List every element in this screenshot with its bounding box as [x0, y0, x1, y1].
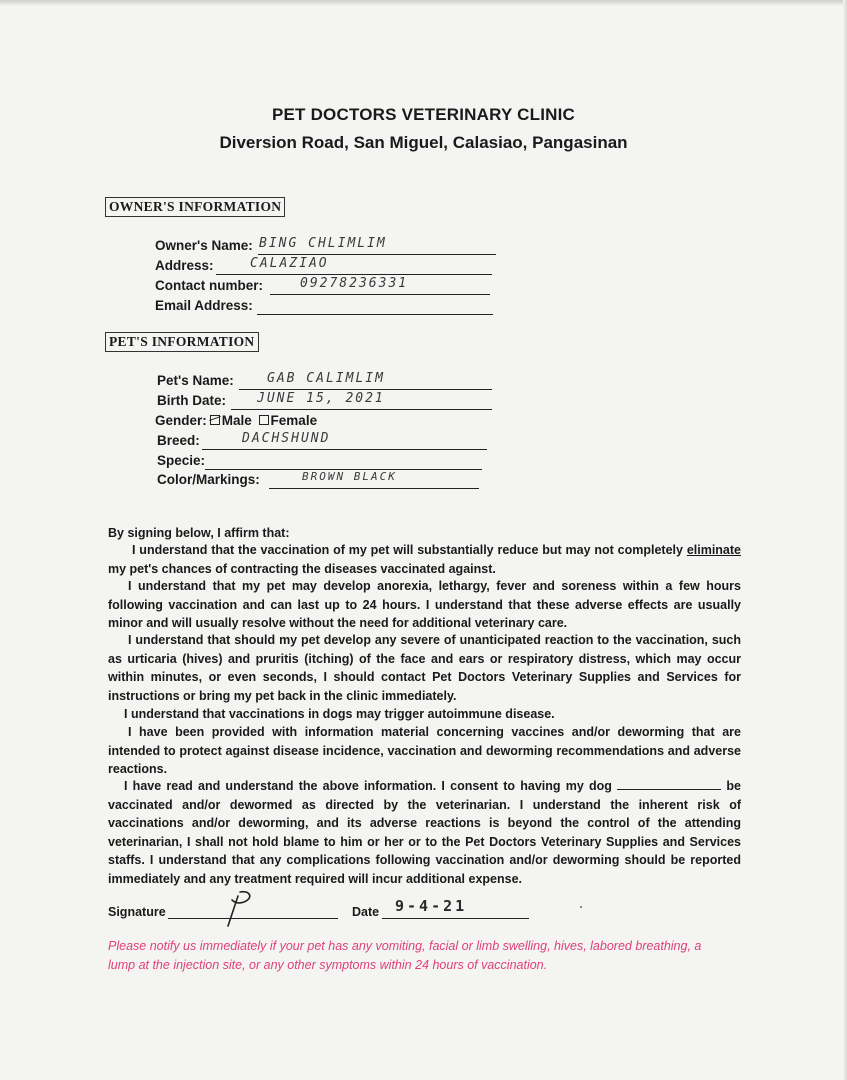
pet-birthdate-value[interactable]: JUNE 15, 2021	[257, 391, 385, 406]
owner-address-line	[216, 274, 492, 275]
consent-p6-lead: I have read and understand the above information. I consent to having my dog	[124, 779, 612, 793]
owner-section-title: OWNER'S INFORMATION	[105, 197, 285, 217]
consent-paragraph-6	[108, 777, 741, 888]
signature-label: Signature	[108, 905, 166, 919]
owner-address-value[interactable]: CALAZIAO	[250, 256, 329, 271]
pet-birthdate-row	[157, 393, 497, 413]
clinic-name: PET DOCTORS VETERINARY CLINIC	[271, 105, 576, 124]
gender-label: Gender:	[155, 413, 207, 428]
consent-intro: By signing below, I affirm that:	[108, 526, 290, 540]
date-label: Date	[352, 905, 380, 919]
scan-edge-right	[843, 0, 847, 1080]
pet-color-row	[157, 472, 487, 492]
owner-name-row	[155, 238, 500, 258]
consent-paragraph-4: I understand that vaccinations in dogs may trigger autoimmune disease.	[124, 707, 555, 721]
consent-p1-underlined: eliminate	[686, 543, 741, 557]
pet-breed-value[interactable]: DACHSHUND	[242, 431, 331, 446]
owner-email-label: Email Address:	[155, 298, 253, 313]
owner-contact-value[interactable]: 09278236331	[300, 276, 409, 291]
pet-color-label: Color/Markings:	[157, 472, 260, 487]
owner-name-line	[258, 254, 496, 255]
pet-breed-label: Breed:	[157, 433, 200, 448]
consent-p1-lead: I understand that the vaccination of my pet will substantially reduce but may not completely	[132, 543, 683, 557]
consent-p1-rest: my pet's chances of contracting the diseases vaccinated against.	[108, 561, 496, 576]
clinic-address: Diversion Road, San Miguel, Calasiao, Pangasinan	[219, 133, 628, 152]
pet-color-line	[269, 488, 479, 489]
owner-name-label: Owner's Name:	[155, 238, 253, 253]
pet-breed-line	[202, 449, 487, 450]
gender-male-label: Male	[221, 413, 252, 428]
pet-birthdate-label: Birth Date:	[157, 393, 227, 408]
consent-paragraph-2: I understand that my pet may develop anorexia, lethargy, fever and soreness within a few hours following vaccination and can last up to 24 hours. I understand that these adverse effects are usually minor and will usually resolve without the need for additional veterinary care.	[108, 579, 741, 630]
owner-email-row	[155, 298, 500, 318]
scan-speck	[580, 906, 582, 908]
owner-contact-label: Contact number:	[155, 278, 263, 293]
pet-gender-row	[155, 413, 317, 428]
aftercare-notice: Please notify us immediately if your pet has any vomiting, facial or limb swelling, hives, labored breathing, a lump at the injection site, or any other symptoms within 24 hours of vaccination.	[108, 939, 702, 972]
pet-name-line	[239, 389, 492, 390]
consent-paragraph-3: I understand that should my pet develop any severe of unanticipated reaction to the vaccination, such as urticaria (hives) and pruritis (itching) of the face and ears or respiratory distress, which may occur within minutes, or even seconds, I should contact Pet Doctors Veterinary Supplies and Services for instructions or bring my pet back in the clinic immediately.	[108, 633, 741, 703]
dog-name-blank[interactable]	[617, 778, 721, 790]
handwritten-signature-mark	[210, 888, 270, 928]
consent-paragraph-1	[108, 541, 741, 578]
owner-contact-line	[270, 294, 490, 295]
gender-female-label: Female	[270, 413, 318, 428]
gender-female-checkbox[interactable]	[259, 415, 269, 425]
date-value: 9-4-21	[395, 897, 468, 915]
pet-section-title: PET'S INFORMATION	[105, 332, 259, 352]
consent-p6-rest: be vaccinated and/or dewormed as directed by the veterinarian. I understand the inherent risk of vaccinations and/or deworming, and its adverse reactions is beyond the control of the attending veterinarian, I shall not hold blame to him or her or to the Pet Doctors Veterinary Supplies and Services staffs. I understand that any complications following vaccination and/or deworming should be reported immediately and any treatment required will incur additional expense.	[108, 779, 741, 886]
pet-birthdate-line	[231, 409, 492, 410]
pet-name-label: Pet's Name:	[157, 373, 234, 388]
pet-breed-row	[157, 433, 492, 453]
gender-male-checkbox[interactable]	[210, 415, 220, 425]
scan-edge-top	[0, 0, 847, 6]
pet-name-value[interactable]: GAB CALIMLIM	[267, 371, 385, 386]
consent-paragraph-5: I have been provided with information material concerning vaccines and/or deworming that are intended to protect against disease incidence, vaccination and deworming recommendations and adverse reactions.	[108, 725, 741, 776]
pet-color-value[interactable]: BROWN BLACK	[302, 470, 397, 483]
owner-name-value[interactable]: BING CHLIMLIM	[259, 236, 387, 251]
owner-email-line	[257, 314, 493, 315]
date-line[interactable]	[382, 918, 529, 919]
pet-specie-label: Specie:	[157, 453, 206, 468]
owner-contact-row	[155, 278, 500, 298]
owner-address-label: Address:	[155, 258, 214, 273]
owner-address-row	[155, 258, 500, 278]
pet-name-row	[157, 373, 497, 393]
